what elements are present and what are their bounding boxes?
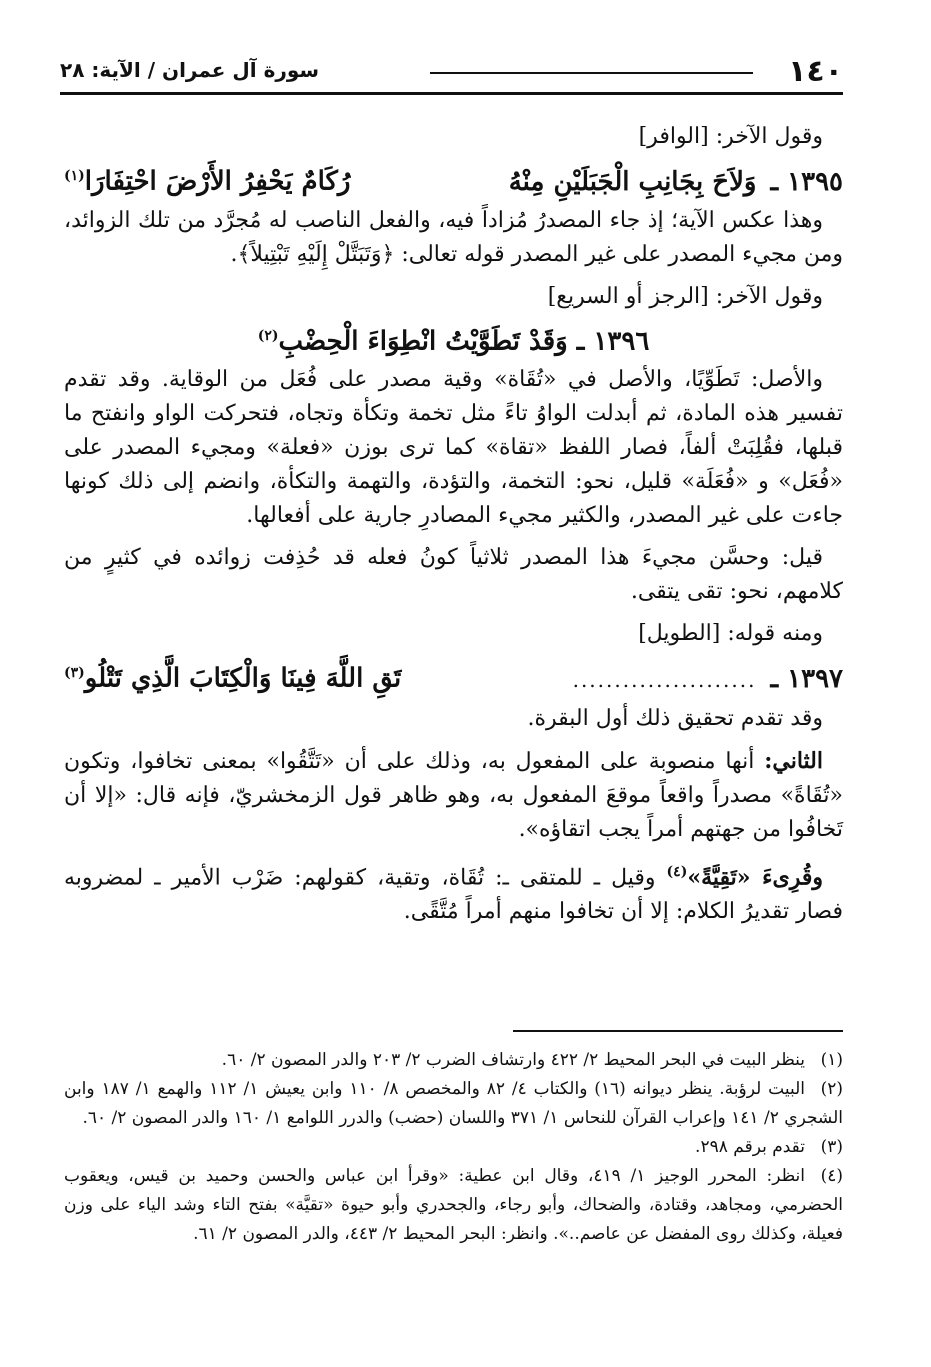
verse-1396 <box>64 314 843 364</box>
verse-text: وَقَدْ تَطَوَّيْتُ انْطِوَاءَ الْحِضْبِ <box>278 326 568 357</box>
paragraph-2: والأصل: تَطَوِّيًا، والأصل في «تُقَاة» وقية مصدر على فُعَل من الوقاية. وقد تقدم تفسير هذه المادة، ثم أبدلت الواوُ تاءً مثل تخمة وتكأة وتجاه، فتحركت الواو وانفتح ما قبلها، فقُلِبَتْ ألفاً، فصار اللفظ «تقاة» كما ترى بوزن «فعلة» ومجيء المصدر على «فُعَل» و «فُعَلَة» قليل، نحو: التخمة، والتؤدة، والتهمة والتكأة، وانضم إلى ذلك كونها جاءت على غير المصدر، والكثير مجيء المصادرِ جارية على أفعالها. <box>64 367 843 529</box>
intro-line-2: وقول الآخر: [الرجز أو السريع] <box>547 283 823 309</box>
paragraph-3: قيل: وحسَّن مجيءَ هذا المصدر ثلاثياً كونُ فعله قد حُذِفت زوائده في كثيرٍ من كلامهم، نحو: تقى يتقى. <box>64 545 843 605</box>
paragraph-1: وهذا عكس الآية؛ إذ جاء المصدرُ مُزاداً فيه، والفعل الناصب له مُجرَّد من تلك الزوائد، ومن مجيء المصدر على غير المصدر قوله تعالى: ﴿وَتَبَتَّلْ إِلَيْهِ تَبْتِيلاً﴾. <box>64 207 843 267</box>
header-divider <box>60 92 843 95</box>
footnote-2: (٢)البيت لرؤبة. ينظر ديوانه (١٦) والكتاب ٤/ ٨٢ والمخصص ٨/ ١١٠ وابن يعيش ١/ ١١٢ والهمع ١/ ١٨٧ وابن الشجري ٢/ ١٤١ وإعراب القرآن للنحاس ١/ ٣٧١ واللسان (حضب) والدرر اللوامع ١/ ١٦٠ والدر المصون ٢/ ٦٠. <box>64 1079 843 1128</box>
page-number: ١٤٠ <box>788 54 843 89</box>
page-header <box>60 48 843 88</box>
paragraph-5: الثاني: أنها منصوبة على المفعول به، وذلك على أن «تَتَّقُوا» بمعنى تخافوا، وتكون «تُقَاةً» مصدراً واقعاً موقعَ المفعول به، وهو ظاهر قول الزمخشريّ، فإنه قال: «إلا أن تَخافُوا من جهتهم أمراً يجب اتقاؤه». <box>64 747 843 842</box>
footnote-4: (٤)انظر: المحرر الوجيز ١/ ٤١٩، وقال ابن عطية: «وقرأ ابن عباس والحسن وحميد بن قيس، ويعقوب الحضرمي، ومجاهد، وقتادة، والضحاك، وأبو رجاء، والجحدري وأبو حيوة «تقيَّة» بفتح التاء وشد الياء على وزن فعيلة، وكذلك روى المفضل عن عاصم..». وانظر: البحر المحيط ٢/ ٤٤٣، والدر المصون ٢/ ٦١. <box>64 1166 843 1244</box>
footnotes <box>64 1046 843 1249</box>
verse-number: ١٣٩٦ ـ <box>576 326 650 357</box>
footnote-ref: (١) <box>64 168 85 184</box>
verse-first-hemistich: وَلاَحَ بِجَانِبِ الْجَبَلَيْنِ مِنْهُ <box>508 166 757 197</box>
verse-second-hemistich: رُكَامٌ يَحْفِرُ الأَرْضَ احْتِفَارَا$^{(١)}$ <box>64 166 351 197</box>
paragraph-4: وقد تقدم تحقيق ذلك أول البقرة. <box>527 705 823 731</box>
running-title: سورة آل عمران / الآية: ٢٨ <box>60 58 320 82</box>
footnote-3: (٣)تقدم برقم ٢٩٨. <box>695 1137 843 1157</box>
footnote-ref: (٤) <box>666 863 688 880</box>
reading-lead: وقُرِىءَ «تَقِيَّةً» <box>687 864 823 891</box>
footnote-ref: (٢) <box>257 327 279 344</box>
footnote-1: (١)ينظر البيت في البحر المحيط ٢/ ٤٢٢ وارتشاف الضرب ٢/ ٢٠٣ والدر المصون ٢/ ٦٠. <box>221 1050 843 1070</box>
main-text <box>64 120 843 929</box>
footnote-ref: (٣) <box>64 665 85 682</box>
intro-line-3: ومنه قوله: [الطويل] <box>638 621 823 647</box>
verse-text: تَقِ اللَّهَ فِينَا وَالْكِتَابَ الَّذِي تَتْلُو$^{(٣)}$ <box>64 663 402 694</box>
header-rule <box>430 72 753 74</box>
verse-ellipsis: ...................... <box>572 667 757 692</box>
verse-1395 <box>64 154 843 204</box>
paragraph-6: وقُرِىءَ «تَقِيَّةً»$^{(٤)}$ وقيل ـ للمتقى ـ: تُقَاة، وتقية، كقولهم: ضَرْب الأمير ـ لمضروبه فصار تقديرُ الكلام: إلا أن تخافوا منهم أمراً مُتَّقًى. <box>64 863 843 925</box>
section-lead: الثاني: <box>764 747 823 774</box>
intro-line-1: وقول الآخر: [الوافر] <box>638 124 823 149</box>
verse-number: ١٣٩٥ ـ <box>770 166 843 197</box>
verse-1397 <box>64 651 843 702</box>
verse-number: ١٣٩٧ ـ <box>770 663 843 694</box>
footnote-separator <box>513 1030 843 1032</box>
